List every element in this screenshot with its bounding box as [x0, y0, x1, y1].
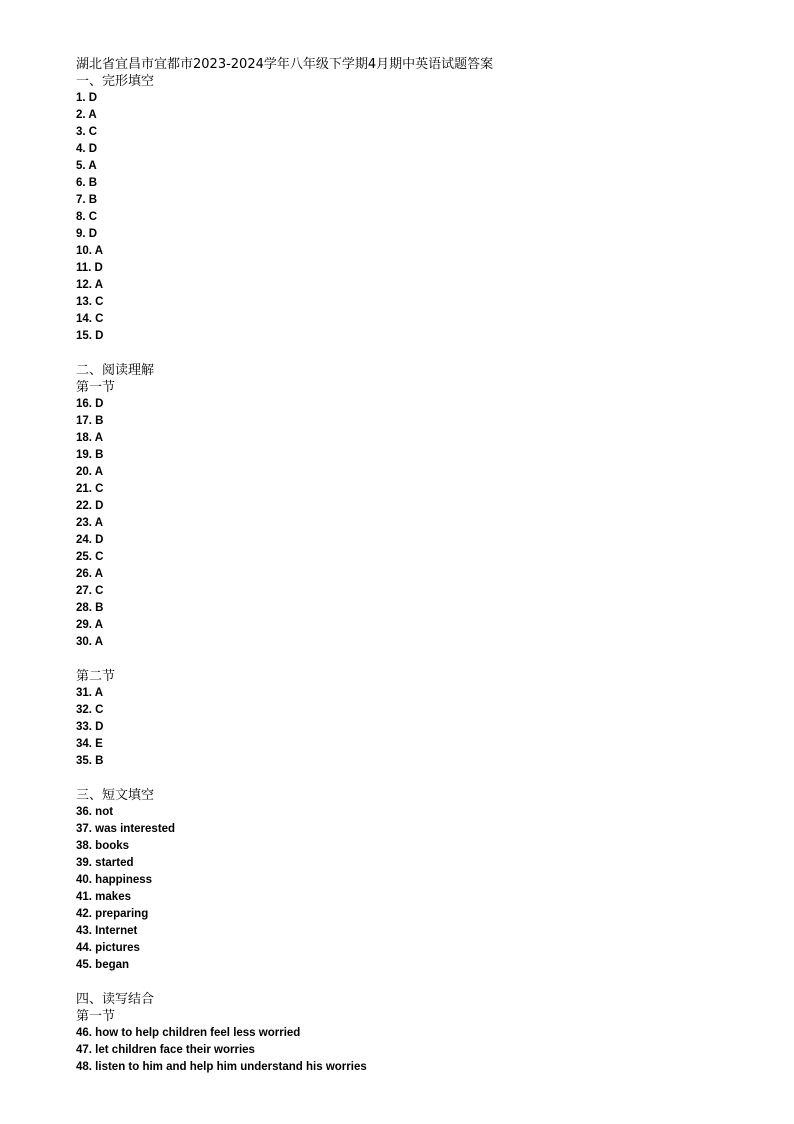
answer-item: 16. D — [76, 398, 104, 410]
answer-item: 15. D — [76, 330, 104, 342]
section-gap-filling — [76, 787, 756, 974]
answer-item: 37. was interested — [76, 823, 176, 835]
section-cloze — [76, 73, 756, 345]
answer-item: 2. A — [76, 109, 97, 121]
answer-document — [76, 56, 756, 1076]
answer-item: 4. D — [76, 143, 98, 155]
answer-list — [76, 804, 756, 974]
answer-item: 26. A — [76, 568, 104, 580]
subsection-heading: 第二节 — [76, 669, 116, 684]
answer-item: 6. B — [76, 177, 98, 189]
answer-item: 47. let children face their worries — [76, 1044, 255, 1056]
document-title: 湖北省宜昌市宜都市2023-2024学年八年级下学期4月期中英语试题答案 — [76, 57, 494, 72]
spacer — [76, 770, 756, 787]
answer-item: 12. A — [76, 279, 104, 291]
answer-item: 22. D — [76, 500, 104, 512]
answer-item: 42. preparing — [76, 908, 149, 920]
answer-item: 13. C — [76, 296, 104, 308]
answer-item: 40. happiness — [76, 874, 153, 886]
answer-item: 38. books — [76, 840, 130, 852]
subsection-heading: 第一节 — [76, 380, 116, 395]
answer-item: 11. D — [76, 262, 103, 274]
answer-item: 31. A — [76, 687, 104, 699]
section-reading — [76, 362, 756, 770]
answer-item: 41. makes — [76, 891, 131, 903]
answer-item: 24. D — [76, 534, 104, 546]
answer-item: 33. D — [76, 721, 104, 733]
answer-item: 19. B — [76, 449, 104, 461]
answer-list — [76, 685, 756, 770]
spacer — [76, 345, 756, 362]
section-heading: 二、阅读理解 — [76, 363, 155, 378]
answer-item: 17. B — [76, 415, 104, 427]
answer-item: 8. C — [76, 211, 98, 223]
answer-item: 7. B — [76, 194, 98, 206]
answer-item: 18. A — [76, 432, 104, 444]
answer-item: 25. C — [76, 551, 104, 563]
answer-item: 35. B — [76, 755, 104, 767]
answer-item: 1. D — [76, 92, 98, 104]
section-reading-writing — [76, 991, 756, 1076]
answer-item: 10. A — [76, 245, 104, 257]
section-heading: 四、读写结合 — [76, 992, 155, 1007]
answer-item: 29. A — [76, 619, 104, 631]
section-heading: 三、短文填空 — [76, 788, 155, 803]
answer-item: 34. E — [76, 738, 103, 750]
answer-item: 23. A — [76, 517, 104, 529]
spacer — [76, 974, 756, 991]
answer-item: 43. Internet — [76, 925, 138, 937]
answer-item: 21. C — [76, 483, 104, 495]
answer-list — [76, 90, 756, 345]
spacer — [76, 651, 756, 668]
answer-list — [76, 1025, 756, 1076]
answer-item: 36. not — [76, 806, 114, 818]
answer-item: 32. C — [76, 704, 104, 716]
subsection-heading: 第一节 — [76, 1009, 116, 1024]
section-heading: 一、完形填空 — [76, 74, 155, 89]
answer-item: 28. B — [76, 602, 104, 614]
answer-item: 5. A — [76, 160, 97, 172]
answer-item: 46. how to help children feel less worried — [76, 1027, 301, 1039]
answer-item: 48. listen to him and help him understand his worries — [76, 1061, 367, 1073]
answer-item: 3. C — [76, 126, 98, 138]
answer-item: 45. began — [76, 959, 130, 971]
answer-item: 14. C — [76, 313, 104, 325]
answer-item: 30. A — [76, 636, 104, 648]
answer-item: 39. started — [76, 857, 134, 869]
answer-item: 27. C — [76, 585, 104, 597]
answer-item: 44. pictures — [76, 942, 140, 954]
answer-item: 20. A — [76, 466, 104, 478]
answer-list — [76, 396, 756, 651]
answer-item: 9. D — [76, 228, 98, 240]
